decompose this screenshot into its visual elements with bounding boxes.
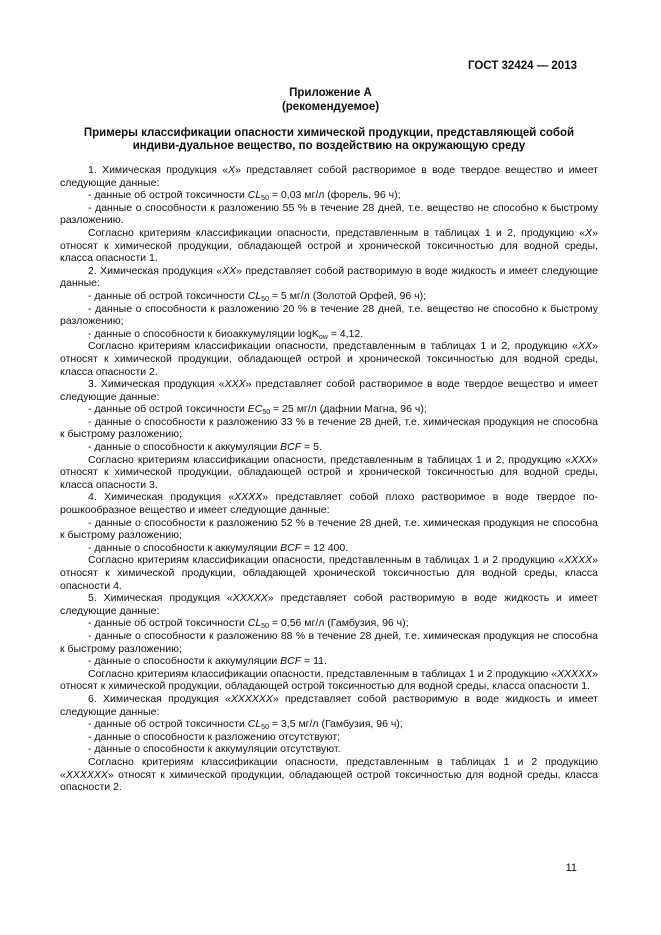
paragraph: Согласно критериям классификации опасности, представленным в таблицах 1 и 2 продукцию «XXXX» относят к химической продукции, обладающей хронической токсичностью для водной среды, класса опасности 4. xyxy=(60,554,598,592)
paragraph: Согласно критериям классификации опасности, представленным в таблицах 1 и 2, продукцию «XX» относят к химической продукции, обладающей острой и хронической токсичностью для водной среды, класса опасности 2. xyxy=(60,340,598,378)
paragraph: - данные о способности к биоаккумуляции logK$_{ow}$ = 4,12. xyxy=(88,327,364,341)
paragraph: 5. Химическая продукция «XXXXX» представляет собой растворимую в воде жидкость и имеет следующие данные: xyxy=(60,592,598,617)
paragraph: - данные о способности к разложению 20 % в течение 28 дней, т.е. вещество не способно к быстрому разложению; xyxy=(60,302,598,328)
paragraph: - данные о способности к аккумуляции BCF = 5. xyxy=(88,441,322,454)
paragraph: 2. Химическая продукция «XX» представляет собой растворимую в воде жидкость и имеет следующие данные: xyxy=(60,264,598,290)
paragraph: 6. Химическая продукция «XXXXXX» представляет собой растворимую в воде жидкость и имеет следующие данные: xyxy=(60,692,598,718)
paragraph: Согласно критериям классификации опасности, представленным в таблицах 1 и 2, продукцию «X» относят к химической продукции, обладающей острой и хронической токсичностью для водной среды, класса опасности 1. xyxy=(60,226,598,265)
section-title: Примеры классификации опасности химической продукции, представляющей собой индиви-дуальное вещество, по воздействию на окружающую среду xyxy=(83,127,575,152)
paragraph: - данные о способности к разложению отсутствуют; xyxy=(88,730,341,743)
document-body xyxy=(60,164,598,794)
paragraph: Согласно критериям классификации опасности, представленным в таблицах 1 и 2, продукцию «XXX» относят к химической продукции, обладающей острой и хронической токсичностью для водной среды, класса опасности 3. xyxy=(60,453,598,491)
paragraph: - данные о способности к разложению 55 % в течение 28 дней, т.е. вещество не способно к быстрому разложению. xyxy=(60,201,598,227)
paragraph: - данные о способности к аккумуляции BCF = 11. xyxy=(88,655,327,668)
paragraph: 3. Химическая продукция «XXX» представляет собой растворимое в воде твердое вещество и имеет следующие данные: xyxy=(60,378,598,403)
paragraph: - данные об острой токсичности $CL_{50} = 5$ мг/л (Золотой Орфей, 96 ч); xyxy=(88,289,426,303)
document-code: ГОСТ 32424 — 2013 xyxy=(467,60,577,72)
paragraph: Согласно критериям классификации опасности, представленным в таблицах 1 и 2 продукцию «XXXXX» относят к химической продукции, обладающей острой токсичностью для водной среды, класса опасности 1. xyxy=(60,667,598,693)
paragraph: 4. Химическая продукция «XXXX» представляет собой плохо растворимое в воде твердое по-рошкообразное вещество и имеет следующие данные: xyxy=(60,491,598,517)
paragraph: - данные об острой токсичности $CL_{50} = 3,5$ мг/л (Гамбузия, 96 ч); xyxy=(88,718,403,732)
paragraph: - данные об острой токсичности $CL_{50} = 0,56$ мг/л (Гамбузия, 96 ч); xyxy=(88,617,409,631)
page-number: 11 xyxy=(565,862,577,874)
paragraph: - данные об острой токсичности $EC_{50} = 25$ мг/л (дафнии Магна, 96 ч); xyxy=(88,403,427,417)
appendix-title: Приложение А xyxy=(289,87,372,99)
paragraph: Согласно критериям классификации опасности, представленным в таблицах 1 и 2 продукцию «XXXXXX» относят к химической продукции, обладающей острой токсичностью для водной среды, класса опасности 2. xyxy=(60,755,598,794)
paragraph: - данные о способности к разложению 88 % в течение 28 дней, т.е. химическая продукция не способна к быстрому разложению; xyxy=(60,629,598,655)
paragraph: - данные о способности к аккумуляции отсутствуют. xyxy=(88,743,341,756)
paragraph: 1. Химическая продукция «X» представляет собой растворимое в воде твердое вещество и имеет следующие данные: xyxy=(60,164,598,189)
paragraph: - данные о способности к разложению 52 % в течение 28 дней, т.е. химическая продукция не способна к быстрому разложению; xyxy=(60,516,598,542)
appendix-subtitle: (рекомендуемое) xyxy=(281,101,380,113)
paragraph: - данные о способности к разложению 33 % в течение 28 дней, т.е. химическая продукция не способна к быстрому разложению; xyxy=(60,415,598,441)
paragraph: - данные об острой токсичности $CL_{50} = 0,03$ мг/л (форель, 96 ч); xyxy=(88,189,401,203)
paragraph: - данные о способности к аккумуляции BCF = 12 400. xyxy=(88,541,349,554)
